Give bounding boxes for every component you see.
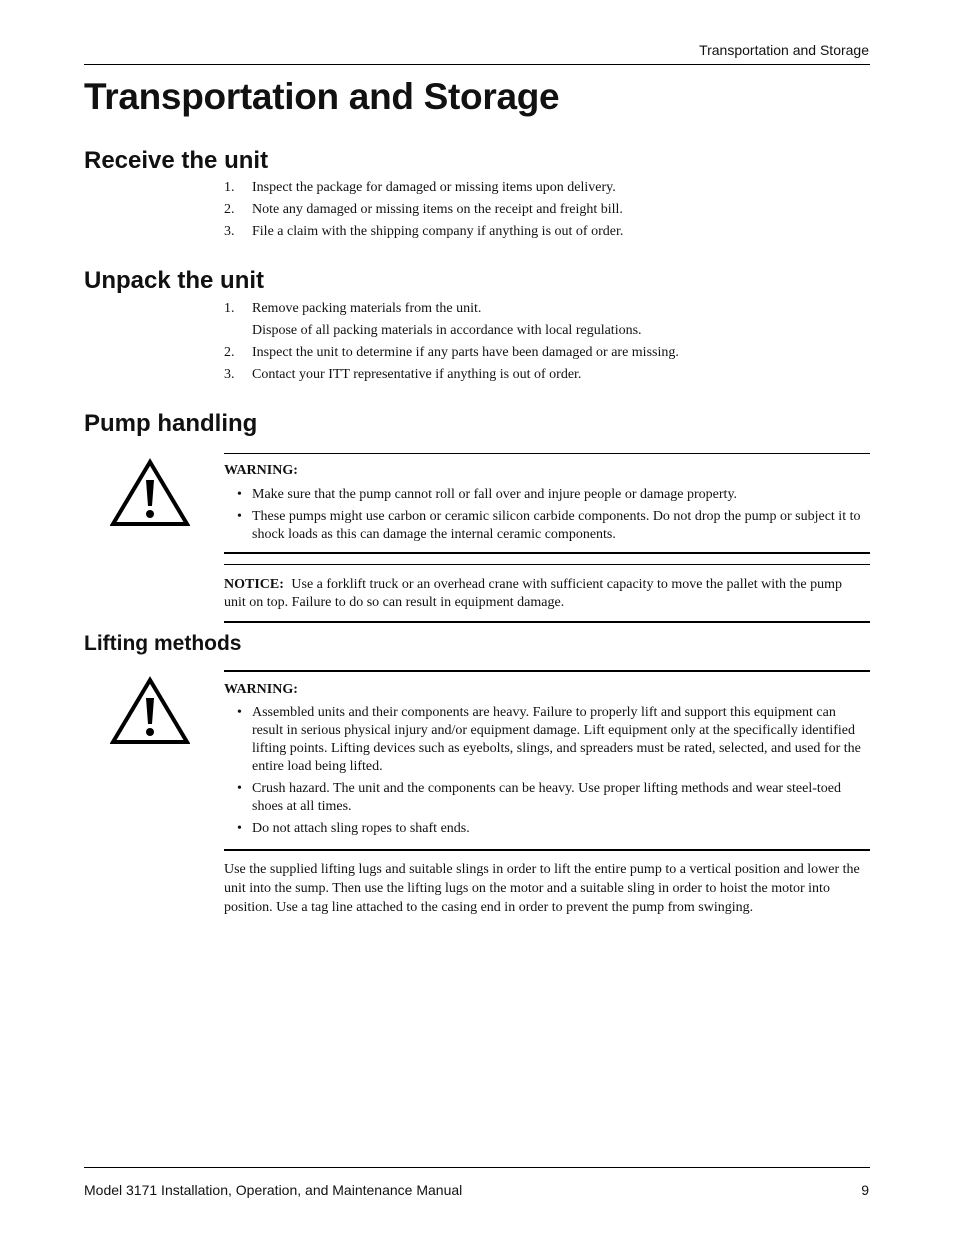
notice-text: Use a forklift truck or an overhead crane with sufficient capacity to move the pallet with the pump unit on top. Failure to do so can result in equipment damage. (224, 577, 843, 610)
step-text: File a claim with the shipping company if anything is out of order. (252, 224, 624, 239)
page-title: Transportation and Storage (84, 76, 560, 117)
notice-top-rule (224, 564, 870, 565)
notice-label: NOTICE: (224, 577, 284, 592)
receive-steps (224, 179, 870, 241)
list-item (224, 704, 864, 776)
list-item (224, 201, 870, 219)
bullet: • (237, 509, 242, 524)
list-item (224, 300, 870, 318)
list-item (224, 344, 870, 362)
notice-text-block (224, 576, 864, 612)
list-item (224, 366, 870, 384)
warning-text: Make sure that the pump cannot roll or fall over and injure people or damage property. (252, 487, 738, 502)
bullet: • (237, 821, 242, 836)
step-text: Inspect the unit to determine if any parts have been damaged or are missing. (252, 345, 679, 360)
warning-text: Do not attach sling ropes to shaft ends. (252, 821, 470, 836)
list-item (224, 179, 870, 197)
pump-handling-warning-list (224, 486, 864, 548)
step-text: Remove packing materials from the unit. (252, 301, 482, 316)
step-number: 1. (224, 301, 235, 316)
running-header: Transportation and Storage (699, 42, 869, 58)
heading-receive-the-unit: Receive the unit (84, 147, 269, 174)
step-text: Contact your ITT representative if anything is out of order. (252, 367, 582, 382)
lifting-paragraph: Use the supplied lifting lugs and suitable slings in order to lift the entire pump to a vertical position and lower the unit into the sump. Then use the lifting lugs on the motor and a suitable sling in order to hoist the motor into position. Use a tag line attached to the casing end in order to prevent the pump from swinging. (224, 862, 860, 915)
step-number: 3. (224, 367, 235, 382)
warning-text: Crush hazard. The unit and the components can be heavy. Use proper lifting methods and wear steel-toed shoes at all times. (252, 781, 841, 814)
step-text: Note any damaged or missing items on the receipt and freight bill. (252, 202, 623, 217)
heading-pump-handling: Pump handling (84, 410, 258, 437)
bullet: • (237, 781, 242, 796)
footer-rule (84, 1167, 870, 1168)
list-item (224, 322, 870, 340)
warning-top-rule (224, 453, 870, 454)
list-item (224, 486, 864, 504)
step-number: 2. (224, 202, 235, 217)
warning-text: These pumps might use carbon or ceramic silicon carbide components. Do not drop the pump or subject it to shock loads as this can damage the internal ceramic components. (252, 509, 861, 542)
warning-text: Assembled units and their components are heavy. Failure to properly lift and support this equipment can result in serious physical injury and/or equipment damage. Lift equipment only at the specifically identified lifting points. Lifting devices such as eyebolts, slings, and spreaders must be rated, selected, and used for the entire load being lifted. (252, 705, 861, 774)
warning-top-rule (224, 670, 870, 672)
list-item (224, 820, 864, 838)
unpack-steps (224, 300, 870, 384)
warning-label: WARNING: (224, 682, 298, 697)
bullet: • (237, 487, 242, 502)
step-number: 1. (224, 180, 235, 195)
footer-manual-title: Model 3171 Installation, Operation, and Maintenance Manual (84, 1182, 463, 1198)
list-item (224, 780, 864, 816)
list-item (224, 508, 864, 544)
warning-triangle-icon (110, 458, 190, 528)
heading-lifting-methods: Lifting methods (84, 632, 242, 655)
lifting-warning-list (224, 704, 864, 842)
warning-triangle-icon (110, 676, 190, 746)
list-item (224, 223, 870, 241)
step-number: 2. (224, 345, 235, 360)
warning-label: WARNING: (224, 463, 298, 478)
step-text: Inspect the package for damaged or missing items upon delivery. (252, 180, 616, 195)
notice-bottom-rule (224, 621, 870, 623)
step-number: 3. (224, 224, 235, 239)
warning-bottom-rule (224, 552, 870, 554)
bullet: • (237, 705, 242, 720)
header-rule (84, 64, 870, 65)
warning-bottom-rule (224, 849, 870, 851)
step-text: Dispose of all packing materials in accordance with local regulations. (252, 323, 642, 338)
page-number: 9 (861, 1182, 869, 1198)
heading-unpack-the-unit: Unpack the unit (84, 267, 265, 294)
